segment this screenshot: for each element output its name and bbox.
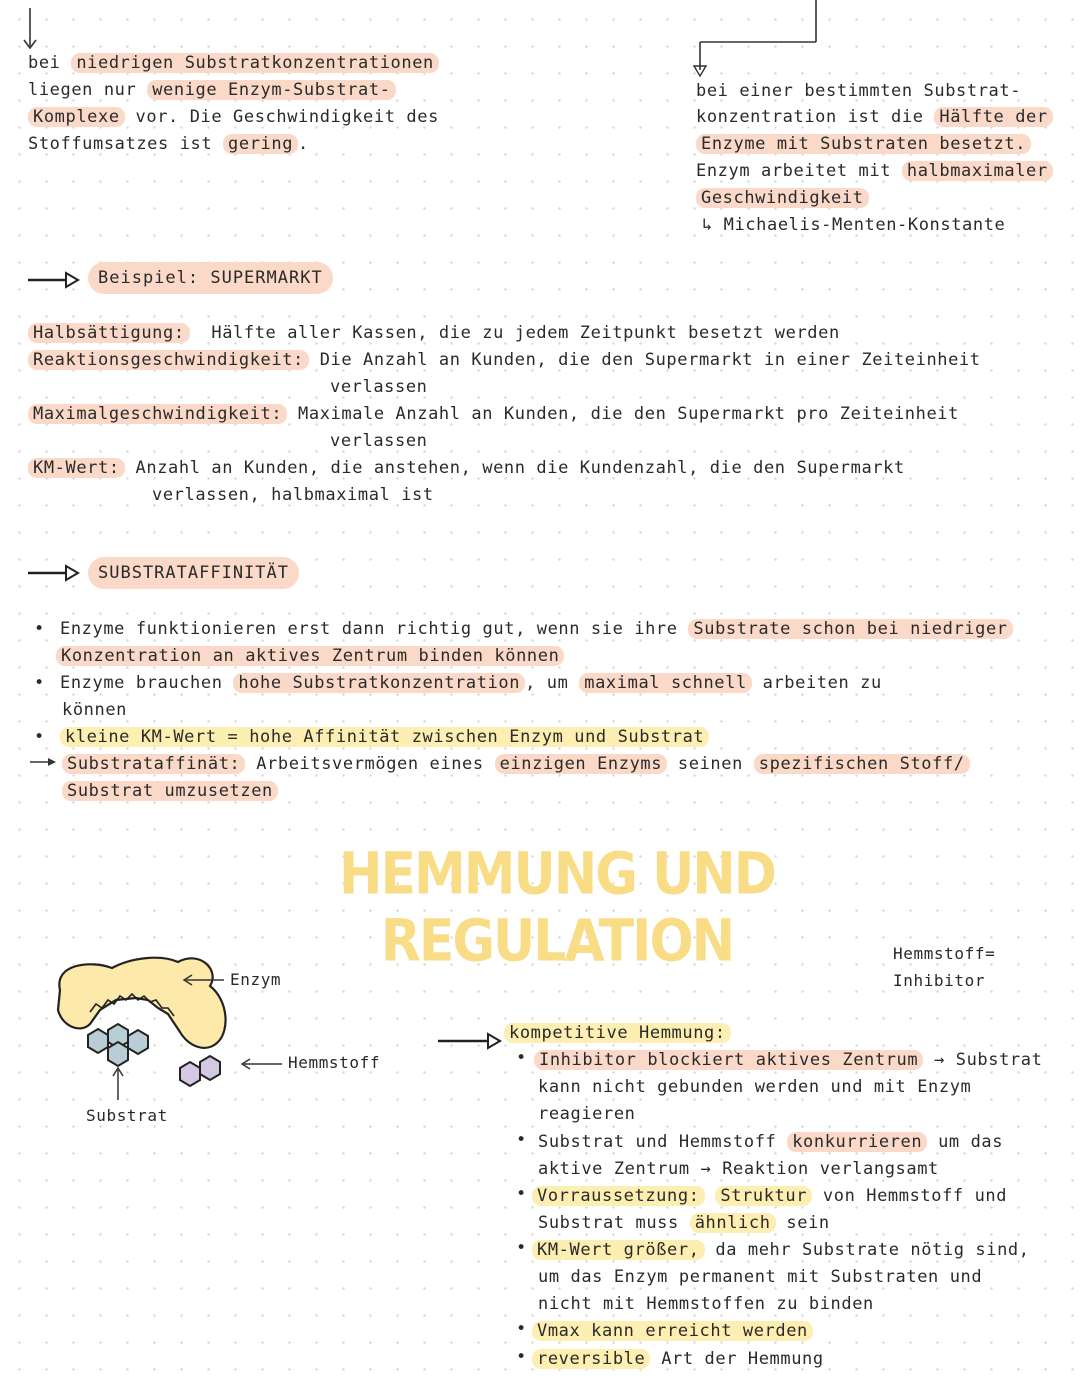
inhibitor-label: Hemmstoff xyxy=(288,1053,381,1072)
affinity-b2-l2: können xyxy=(62,700,128,720)
enzyme-label: Enzym xyxy=(230,970,282,989)
competitive-b1-l2: kann nicht gebunden werden und mit Enzym xyxy=(538,1077,972,1097)
top-left-line-1: bei niedrigen Substratkonzentrationen xyxy=(28,50,439,77)
inhibitor-hexagon xyxy=(200,1056,220,1080)
top-right-line-4: Enzym arbeitet mit halbmaximaler xyxy=(696,158,1053,185)
top-right-line-2: konzentration ist die Hälfte der xyxy=(696,104,1053,131)
arrow-icon xyxy=(28,270,84,290)
bullet-dot: • xyxy=(34,673,45,693)
top-left-line-2: liegen nur wenige Enzym-Substrat- xyxy=(28,77,396,104)
example-tag: Beispiel: SUPERMARKT xyxy=(88,262,333,294)
affinity-b1-l1: Enzyme funktionieren erst dann richtig gut, wenn sie ihre Substrate schon bei niedriger xyxy=(60,616,1013,643)
bullet-dot: • xyxy=(516,1184,527,1204)
competitive-b4-l1: KM-Wert größer, da mehr Substrate nötig sind, xyxy=(532,1237,1030,1264)
bullet-dot: • xyxy=(516,1238,527,1258)
competitive-b1-l3: reagieren xyxy=(538,1104,636,1124)
competitive-b3-l1: Vorraussetzung: Struktur von Hemmstoff und xyxy=(532,1183,1007,1210)
competitive-b5: Vmax kann erreicht werden xyxy=(532,1318,813,1345)
competitive-b4-l2: um das Enzym permanent mit Substraten und xyxy=(538,1267,983,1287)
substrate-hexagon xyxy=(108,1042,128,1066)
competitive-b6: reversible Art der Hemmung xyxy=(532,1346,824,1373)
top-right-line-3: Enzyme mit Substraten besetzt. xyxy=(696,131,1031,158)
competitive-b2-l2: aktive Zentrum → Reaktion verlangsamt xyxy=(538,1159,939,1179)
competitive-b1-l1: Inhibitor blockiert aktives Zentrum → Substrat xyxy=(534,1047,1042,1074)
top-right-line-5: Geschwindigkeit xyxy=(696,185,869,212)
top-left-line-3: Komplexe vor. Die Geschwindigkeit des xyxy=(28,104,439,131)
top-left-line-4: Stoffumsatzes ist gering . xyxy=(28,134,309,154)
inhibitor-hexagon xyxy=(180,1062,200,1086)
competitive-b2-l1: Substrat und Hemmstoff konkurrieren um das xyxy=(538,1132,1004,1152)
affinity-b1-l2: Konzentration an aktives Zentrum binden können xyxy=(56,643,564,670)
arrow-icon xyxy=(438,1030,508,1052)
example-row-2b: verlassen xyxy=(330,377,428,397)
example-row-3: Maximalgeschwindigkeit: Maximale Anzahl an Kunden, die den Supermarkt pro Zeiteinheit xyxy=(28,401,959,428)
bullet-dot: • xyxy=(516,1347,527,1367)
example-row-4: KM-Wert: Anzahl an Kunden, die anstehen, wenn die Kundenzahl, die den Supermarkt xyxy=(28,455,905,482)
bullet-dot: • xyxy=(34,727,45,747)
note-line-1: Hemmstoff= xyxy=(893,944,996,963)
top-right-line-1: bei einer bestimmten Substrat- xyxy=(696,81,1022,101)
substrate-label: Substrat xyxy=(86,1106,168,1125)
top-right-line-6: ↳ Michaelis-Menten-Konstante xyxy=(702,215,1006,235)
affinity-tag: SUBSTRATAFFINITÄT xyxy=(88,557,299,589)
bullet-dot: • xyxy=(34,619,45,639)
substrate-hexagon xyxy=(88,1029,108,1053)
competitive-b3-l2: Substrat muss ähnlich sein xyxy=(538,1213,830,1233)
bullet-dot: • xyxy=(516,1048,527,1068)
arrow-icon xyxy=(28,563,84,583)
arrow-icon xyxy=(30,756,60,768)
affinity-b4-l1: Substrataffinät: Arbeitsvermögen eines einzigen Enzyms seinen spezifischen Stoff/ xyxy=(62,751,970,778)
example-row-3b: verlassen xyxy=(330,431,428,451)
bullet-dot: • xyxy=(516,1319,527,1339)
competitive-heading: kompetitive Hemmung: xyxy=(504,1020,731,1047)
affinity-b4-l2: Substrat umzusetzen xyxy=(62,778,278,805)
example-row-2: Reaktionsgeschwindigkeit: Die Anzahl an Kunden, die den Supermarkt in einer Zeiteinheit xyxy=(28,347,981,374)
affinity-b3: kleine KM-Wert = hohe Affinität zwischen Enzym und Substrat xyxy=(60,724,709,751)
example-row-4b: verlassen, halbmaximal ist xyxy=(152,485,434,505)
example-row-1: Halbsättigung: Hälfte aller Kassen, die zu jedem Zeitpunkt besetzt werden xyxy=(28,320,840,347)
bullet-dot: • xyxy=(516,1130,527,1150)
substrate-hexagon xyxy=(128,1030,148,1054)
affinity-b2-l1: Enzyme brauchen hohe Substratkonzentration , um maximal schnell arbeiten zu xyxy=(60,673,882,693)
section-title: HEMMUNG UND REGULATION xyxy=(339,840,775,976)
note-line-2: Inhibitor xyxy=(893,971,986,990)
competitive-b4-l3: nicht mit Hemmstoffen zu binden xyxy=(538,1294,874,1314)
